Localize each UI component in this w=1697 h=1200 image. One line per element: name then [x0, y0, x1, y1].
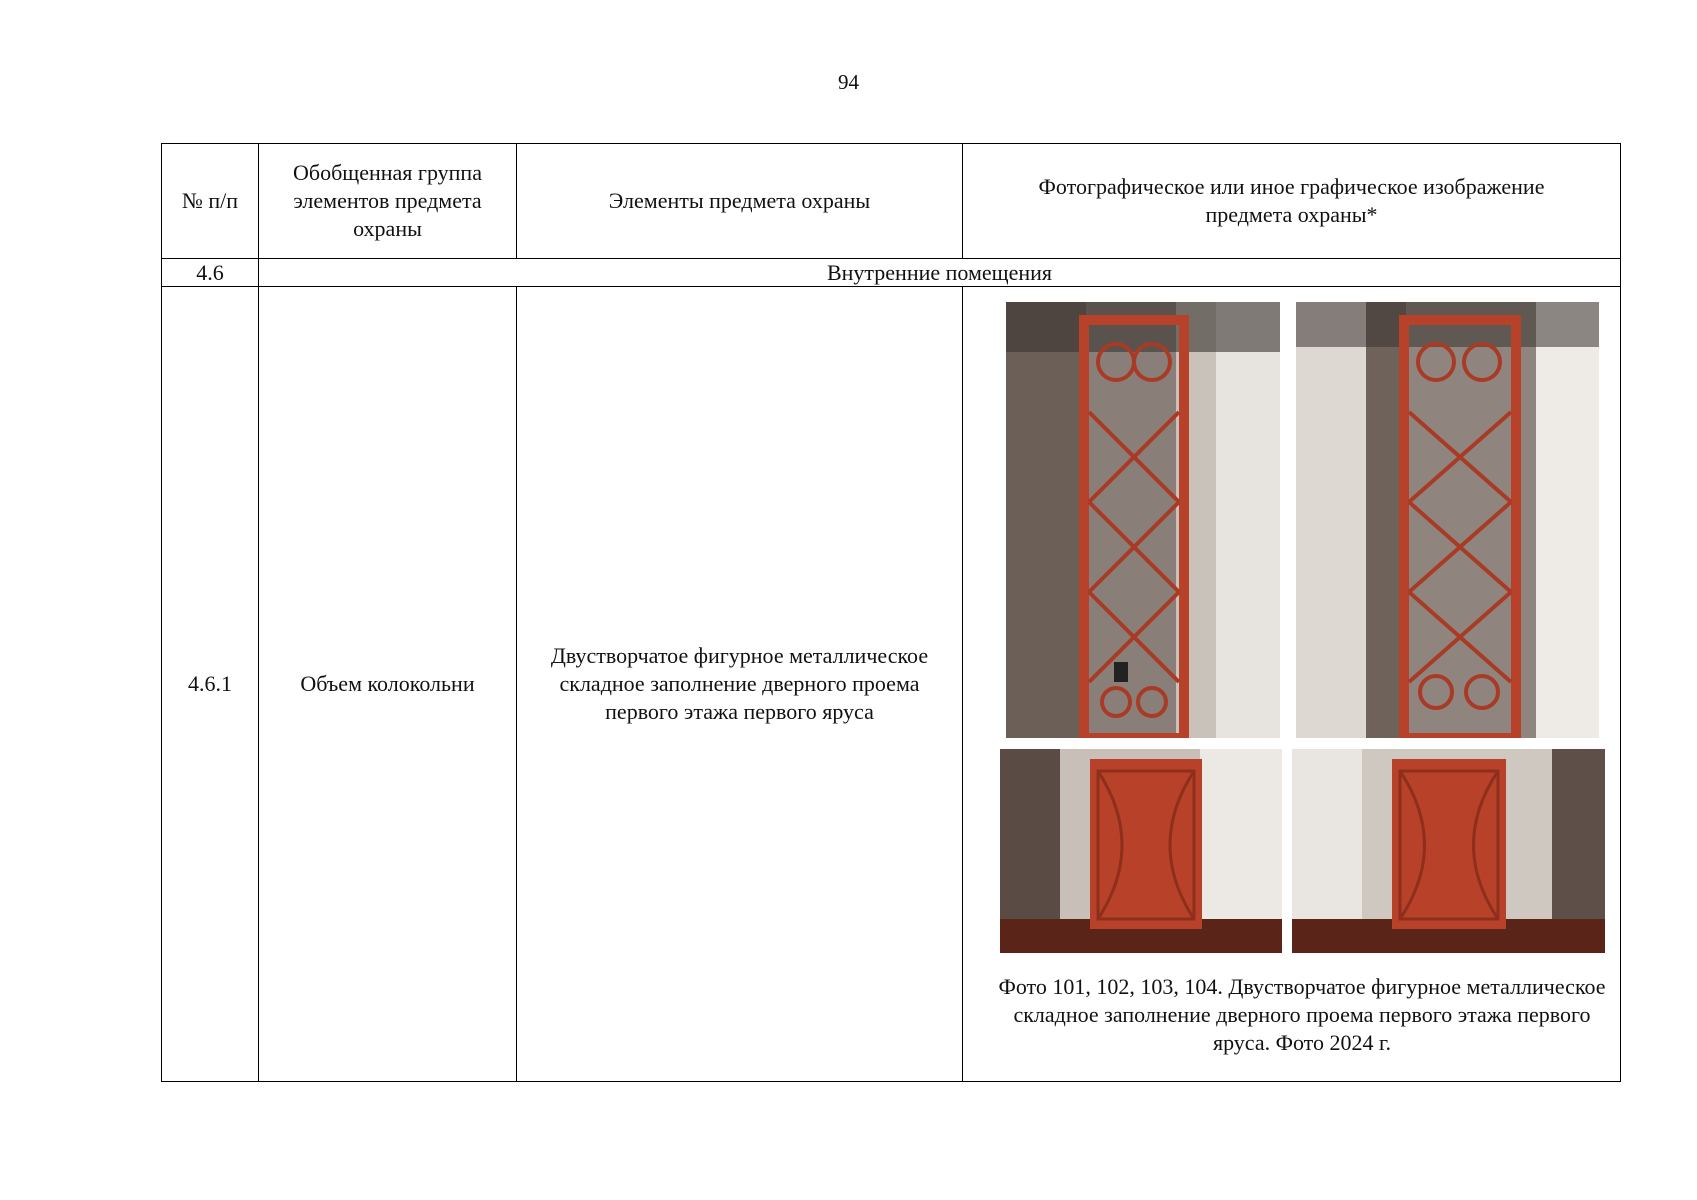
photo-collage — [973, 287, 1631, 1081]
table-header-row — [162, 144, 1621, 259]
row-num: 4.6.1 — [162, 287, 259, 1082]
section-row — [162, 259, 1621, 287]
section-title: Внутренние помещения — [259, 259, 1621, 287]
photo-104 — [1292, 749, 1605, 953]
row-elements: Двустворчатое фигурное металлическое складное заполнение дверного проема первого этажа первого яруса — [517, 287, 963, 1082]
photo-102 — [1296, 302, 1599, 738]
header-image: Фотографическое или иное графическое изображение предмета охраны* — [963, 144, 1621, 259]
photo-caption: Фото 101, 102, 103, 104. Двустворчатое фигурное металлическое складное заполнение дверного проема первого этажа первого яруса. Фото 2024 г. — [998, 974, 1606, 1055]
table-row — [162, 287, 1621, 1082]
header-elements: Элементы предмета охраны — [517, 144, 963, 259]
row-photos-cell — [963, 287, 1621, 1082]
photo-103 — [1000, 749, 1282, 953]
photo-101 — [1006, 302, 1280, 738]
header-num: № п/п — [162, 144, 259, 259]
header-group: Обобщенная группа элементов предмета охраны — [259, 144, 517, 259]
section-num: 4.6 — [162, 259, 259, 287]
page-number: 94 — [838, 70, 859, 94]
row-group: Объем колокольни — [259, 287, 517, 1082]
protection-elements-table — [161, 143, 1621, 1082]
